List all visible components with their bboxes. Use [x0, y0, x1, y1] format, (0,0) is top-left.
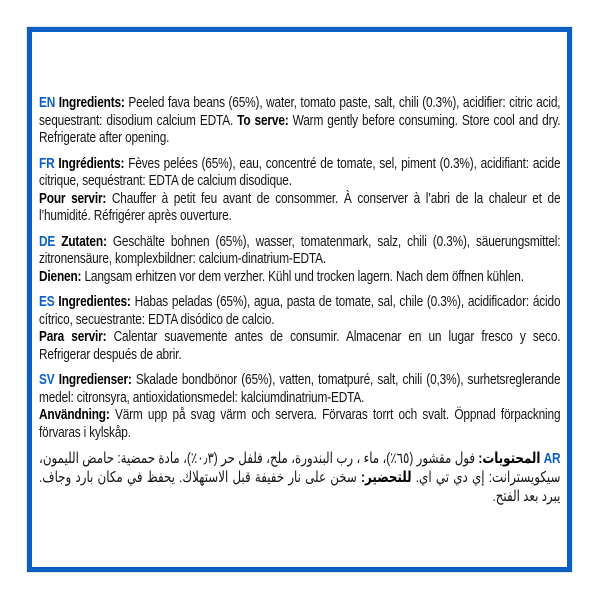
bold-label: Användning:: [39, 406, 110, 423]
paragraph-ar-0: [39, 449, 560, 506]
bold-label: Ingredienser:: [58, 371, 132, 388]
bold-label: Ingrédients:: [58, 154, 125, 172]
bold-label: Zutaten:: [61, 232, 107, 250]
section-fr: [39, 155, 560, 225]
lang-tag-es: ES: [39, 293, 55, 310]
paragraph-fr-0: [39, 155, 560, 190]
body-text: Fèves pelées (65%), eau, concentré de tomate, sel, piment (0.3%), acidifiant: acide citrique, sequéstrant: EDTA de calcium disodique.: [39, 154, 561, 189]
body-text: فول مقشور (٦٥٪)، ماء ، رب البندورة، ملح، فلفل حر (٠٫٣٪)، مادة حمضية: حامض الليمون، سيكويسترانت: إي دي تي اي.: [39, 450, 561, 486]
section-ar: [39, 449, 560, 506]
paragraph-es-0: [39, 293, 560, 328]
body-text: Peeled fava beans (65%), water, tomato paste, salt, chili (0.3%), acidifier: citric acid, sequestrant: disodium calcium EDTA.: [39, 94, 561, 129]
paragraph-de-1: [39, 268, 560, 286]
bold-label: Dienen:: [39, 267, 82, 285]
body-text: Skalade bondbönor (65%), vatten, tomatpuré, salt, chili (0,3%), surhetsreglerande medel: citronsyra, antioxidationsmedel: kalciumdinatrium-EDTA.: [39, 371, 561, 406]
body-text: سخن على نار خفيفة قبل الاستهلاك. يحفظ في مكان بارد وجاف. يبرد بعد الفتح.: [39, 469, 561, 505]
body-text: Chauffer à petit feu avant de consommer. À conserver à l’abri de la chaleur et de l’humidité. Réfrigérer après ouverture.: [39, 189, 561, 224]
lang-tag-en: EN: [39, 94, 56, 111]
body-text: Warm gently before consuming. Store cool and dry. Refrigerate after opening.: [39, 111, 561, 146]
bold-label: Ingredients:: [58, 94, 125, 111]
lang-tag-sv: SV: [39, 371, 55, 388]
body-text: Habas peladas (65%), agua, pasta de tomate, sal, chile (0.3%), acidificador: ácido cítrico, secuestrante: EDTA disódico de calcio.: [39, 293, 561, 328]
bold-label: للتحضير:: [361, 469, 412, 486]
bold-label: Ingredientes:: [58, 293, 131, 310]
paragraph-de-0: [39, 233, 560, 268]
body-text: Värm upp på svag värm och servera. Förvaras torrt och svalt. Öppnad förpackning förvaras i kylskåp.: [39, 406, 561, 441]
ingredients-text-block: [39, 94, 560, 506]
paragraph-en-0: [39, 94, 560, 147]
paragraph-es-1: [39, 328, 560, 363]
lang-tag-de: DE: [39, 232, 56, 250]
lang-tag-fr: FR: [39, 154, 55, 172]
section-de: [39, 233, 560, 286]
bold-label: Pour servir:: [39, 189, 107, 207]
body-text: Calentar suavemente antes de consumir. Almacenar en un lugar fresco y seco. Refrigerar después de abrir.: [39, 328, 561, 363]
ingredients-label-frame: [27, 27, 572, 572]
section-en: [39, 94, 560, 147]
paragraph-fr-1: [39, 190, 560, 225]
paragraph-sv-0: [39, 371, 560, 406]
section-es: [39, 293, 560, 363]
body-text: Geschälte bohnen (65%), wasser, tomatenmark, salz, chili (0.3%), säuerungsmittel: zitronensäure, komplexbildner: calcium-dinatrium-EDTA.: [39, 232, 561, 267]
bold-label: Para servir:: [39, 328, 107, 345]
lang-tag-ar: AR: [543, 450, 561, 467]
section-sv: [39, 371, 560, 441]
bold-label: المحتويات:: [478, 450, 541, 467]
body-text: Langsam erhitzen vor dem verzher. Kühl und trocken lagern. Nach dem öffnen kühlen.: [81, 267, 524, 285]
bold-label: To serve:: [237, 111, 289, 129]
paragraph-sv-1: [39, 406, 560, 441]
